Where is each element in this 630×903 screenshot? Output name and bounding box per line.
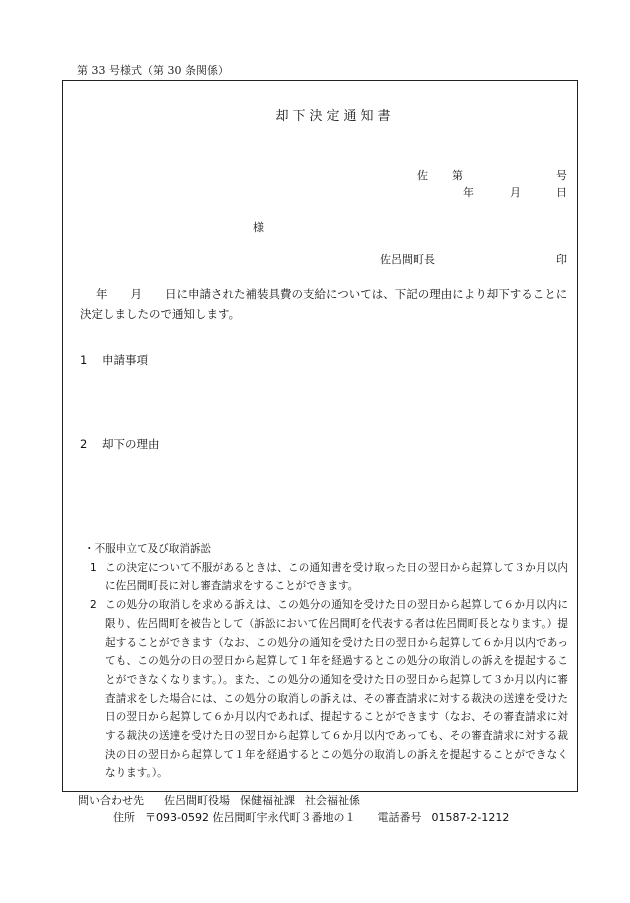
doc-number-dai: 第 <box>452 169 463 182</box>
notice-item <box>84 596 568 783</box>
issuer-name: 佐呂間町長 <box>380 253 435 266</box>
section-number: 1 <box>80 353 88 367</box>
notice-item-text: この処分の取消しを求める訴えは、この処分の通知を受けた日の翌日から起算して６か月以内に限り、佐呂間町を被告として（訴訟において佐呂間町を代表する者は佐呂間町長となります。）提起することができます（なお、この処分の通知を受けた日の翌日から起算して６か月以内であっても、この処分の日の翌日から起算して１年を経過するとこの処分の取消しの訴えを提起することができなくなります。）。また、この処分の通知を受けた日の翌日から起算して３か月以内に審査請求をした場合には、この処分の取消しの訴えは、その審査請求に対する裁決の送達を受けた日の翌日から起算して６か月以内であれば、提起することができます（なお、その審査請求に対する裁決の送達を受けた日の翌日から起算して６か月以内であっても、その審査請求に対する裁決の日の翌日から起算して１年を経過するとこの処分の取消しの訴えを提起することができなくなります。）。 <box>105 599 568 780</box>
contact-office: 佐呂間町役場 <box>164 794 230 807</box>
document-title: 却下決定通知書 <box>275 109 395 124</box>
contact-section: 社会福祉係 <box>305 794 360 807</box>
notice-title: ・不服申立て及び取消訴訟 <box>84 543 212 555</box>
body-paragraph: 年 月 日に申請された補装具費の支給については、下記の理由により却下することに決定しましたので通知します。 <box>80 287 568 321</box>
notice-item-number: 1 <box>90 561 97 574</box>
phone-label: 電話番号 <box>377 811 422 824</box>
contact-label: 問い合わせ先 <box>78 794 144 807</box>
address-value: 〒093-0592 佐呂間町宇永代町３番地の１ <box>145 811 356 824</box>
contact-department: 保健福祉課 <box>240 794 295 807</box>
notice-item-number: 2 <box>90 599 97 612</box>
date-day: 日 <box>556 186 567 199</box>
date-year: 年 <box>463 186 474 199</box>
doc-number-go: 号 <box>556 169 567 182</box>
issuer-seal: 印 <box>556 253 567 266</box>
form-number-label: 第 33 号様式（第 30 条関係） <box>77 64 229 77</box>
notice-item-text: この決定について不服があるときは、この通知書を受け取った日の翌日から起算して３か月以内に佐呂間町長に対し審査請求をすることができます。 <box>105 561 568 593</box>
section-application-items <box>80 352 148 368</box>
contact-line <box>78 792 360 808</box>
doc-number-prefix: 佐 <box>417 169 428 182</box>
addressee-suffix: 様 <box>253 221 264 234</box>
notice-item <box>84 559 568 596</box>
address-label: 住所 <box>113 811 135 824</box>
contact-address-line <box>113 809 509 825</box>
section-label: 却下の理由 <box>102 437 160 451</box>
section-label: 申請事項 <box>102 353 148 367</box>
appeal-notice <box>84 540 568 783</box>
date-month: 月 <box>510 186 521 199</box>
section-number: 2 <box>80 437 88 451</box>
section-rejection-reason <box>80 436 160 452</box>
phone-value: 01587-2-1212 <box>431 811 510 824</box>
